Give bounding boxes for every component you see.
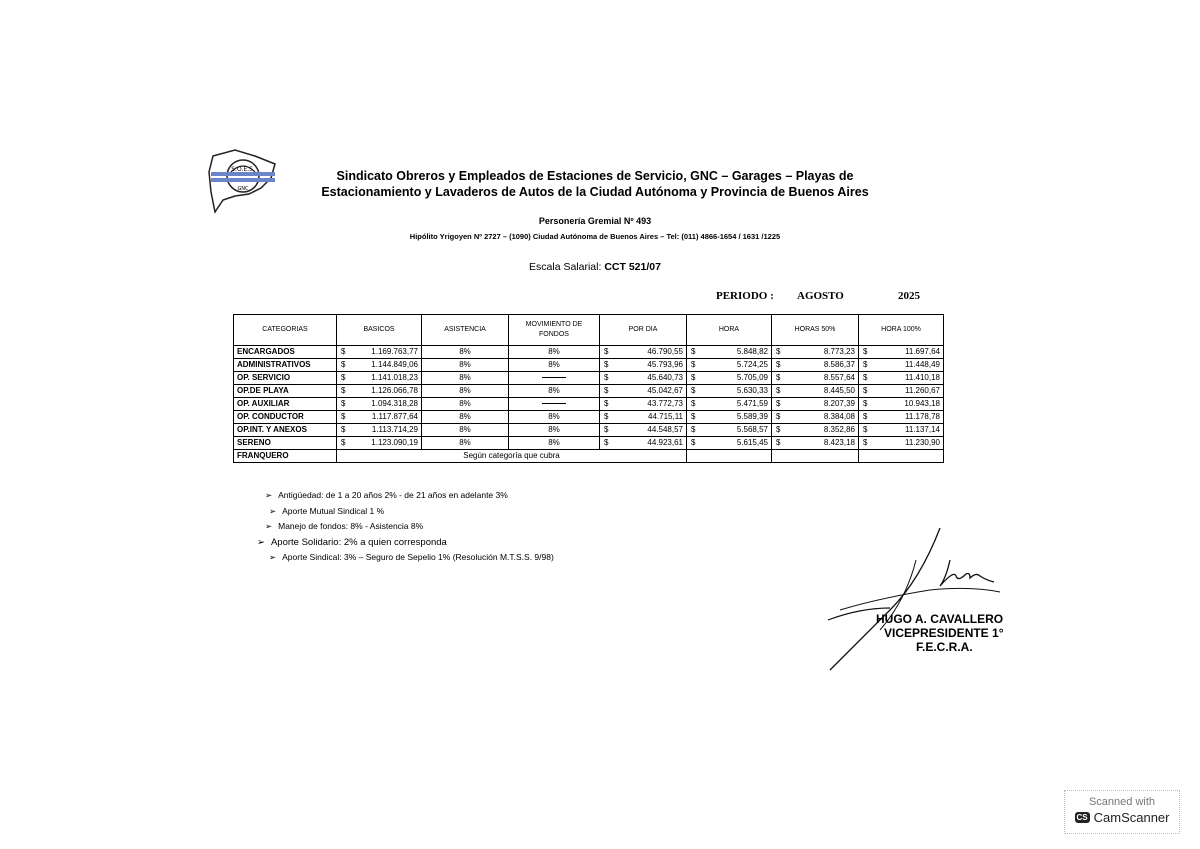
table-row	[234, 359, 944, 372]
horas-50-cell: $ 8.445,50	[772, 385, 859, 398]
hora-cell: $ 5.471,59	[687, 398, 772, 411]
por-dia-cell: $ 45.042,67	[600, 385, 687, 398]
asistencia-cell: 8%	[422, 424, 509, 437]
title-line-1: Sindicato Obreros y Empleados de Estaciones de Servicio, GNC – Garages – Playas de	[336, 169, 854, 183]
category-cell: OP. SERVICIO	[234, 372, 337, 385]
table-row	[234, 437, 944, 450]
asistencia-cell: 8%	[422, 372, 509, 385]
escala-value: CCT 521/07	[604, 261, 661, 273]
empty-cell	[859, 450, 944, 463]
hora-100-cell: $ 11.697,64	[859, 346, 944, 359]
horas-50-cell: $ 8.423,18	[772, 437, 859, 450]
table-row	[234, 346, 944, 359]
header-basicos: BASICOS	[337, 315, 422, 346]
title-line-2: Estacionamiento y Lavaderos de Autos de la Ciudad Autónoma y Provincia de Buenos Aires	[321, 185, 869, 199]
union-logo	[205, 142, 283, 214]
horas-50-cell: $ 8.773,23	[772, 346, 859, 359]
table-header-row	[234, 315, 944, 346]
por-dia-cell: $ 45.640,73	[600, 372, 687, 385]
header-horas-50: HORAS 50%	[772, 315, 859, 346]
table-row	[234, 424, 944, 437]
por-dia-cell: $ 44.715,11	[600, 411, 687, 424]
horas-50-cell: $ 8.352,86	[772, 424, 859, 437]
address-line: Hipólito Yrigoyen Nº 2727 – (1090) Ciudad Autónoma de Buenos Aires – Tel: (011) 4866-1654 / 1631 /1225	[409, 232, 781, 241]
salary-table	[233, 314, 944, 463]
hora-100-cell: $ 11.178,78	[859, 411, 944, 424]
category-cell: SERENO	[234, 437, 337, 450]
asistencia-cell: 8%	[422, 411, 509, 424]
basico-cell: $ 1.123.090,19	[337, 437, 422, 450]
category-cell: OP. AUXILIAR	[234, 398, 337, 411]
header-hora: HORA	[687, 315, 772, 346]
basico-cell: $ 1.141.018,23	[337, 372, 422, 385]
signature-scribble	[820, 520, 1020, 690]
asistencia-cell: 8%	[422, 346, 509, 359]
signer-name: HUGO A. CAVALLERO	[876, 612, 1004, 626]
asistencia-cell: 8%	[422, 385, 509, 398]
hora-cell: $ 5.848,82	[687, 346, 772, 359]
periodo-month: AGOSTO	[797, 290, 844, 302]
hora-cell: $ 5.724,25	[687, 359, 772, 372]
header-asistencia: ASISTENCIA	[422, 315, 509, 346]
hora-cell: $ 5.568,57	[687, 424, 772, 437]
note-item: ➢ Aporte Sindical: 3% – Seguro de Sepelio 1% (Resolución M.T.S.S. 9/98)	[269, 552, 554, 562]
basico-cell: $ 1.169.763,77	[337, 346, 422, 359]
fondos-cell: 8%	[509, 385, 600, 398]
table-body	[234, 346, 944, 463]
fondos-cell: 8%	[509, 424, 600, 437]
horas-50-cell: $ 8.384,08	[772, 411, 859, 424]
svg-text:S.O.E.S.: S.O.E.S.	[231, 166, 255, 173]
camscanner-watermark	[1064, 790, 1180, 834]
basico-cell: $ 1.126.066,78	[337, 385, 422, 398]
basico-cell: $ 1.113.714,29	[337, 424, 422, 437]
category-cell: OP. CONDUCTOR	[234, 411, 337, 424]
note-item: ➢ Aporte Solidario: 2% a quien corresponda	[257, 536, 447, 548]
periodo-label: PERIODO :	[716, 290, 774, 302]
table-row	[234, 398, 944, 411]
svg-text:GNC: GNC	[237, 186, 249, 192]
watermark-brand-name: CamScanner	[1093, 810, 1170, 825]
watermark-text: Scanned with	[1088, 796, 1156, 808]
header-movimiento-fondos: MOVIMIENTO DE FONDOS	[509, 315, 600, 346]
watermark-brand	[1065, 810, 1179, 825]
hora-100-cell: $ 10.943,18	[859, 398, 944, 411]
fondos-cell: 8%	[509, 437, 600, 450]
category-cell: ENCARGADOS	[234, 346, 337, 359]
asistencia-cell: 8%	[422, 437, 509, 450]
signer-role: VICEPRESIDENTE 1°	[884, 626, 1004, 640]
horas-50-cell: $ 8.557,64	[772, 372, 859, 385]
fondos-cell: 8%	[509, 346, 600, 359]
fondos-cell	[509, 398, 600, 411]
basico-cell: $ 1.144.849,06	[337, 359, 422, 372]
hora-cell: $ 5.589,39	[687, 411, 772, 424]
signer-org: F.E.C.R.A.	[916, 640, 973, 654]
note-item: ➢ Aporte Mutual Sindical 1 %	[269, 505, 385, 516]
notes-list	[257, 488, 554, 566]
category-cell: FRANQUERO	[234, 450, 337, 463]
hora-cell: $ 5.705,09	[687, 372, 772, 385]
fondos-cell	[509, 372, 600, 385]
note-item: ➢ Antigüedad: de 1 a 20 años 2% - de 21 años en adelante 3%	[265, 490, 508, 500]
asistencia-cell: 8%	[422, 398, 509, 411]
category-cell: OP.INT. Y ANEXOS	[234, 424, 337, 437]
hora-100-cell: $ 11.448,49	[859, 359, 944, 372]
empty-cell	[772, 450, 859, 463]
hora-cell: $ 5.630,33	[687, 385, 772, 398]
horas-50-cell: $ 8.207,39	[772, 398, 859, 411]
note-item: ➢ Manejo de fondos: 8% - Asistencia 8%	[265, 521, 424, 531]
fondos-cell: 8%	[509, 411, 600, 424]
basico-cell: $ 1.094.318,28	[337, 398, 422, 411]
asistencia-cell: 8%	[422, 359, 509, 372]
por-dia-cell: $ 44.923,61	[600, 437, 687, 450]
header-categorias: CATEGORIAS	[234, 315, 337, 346]
escala-salarial	[300, 261, 890, 273]
por-dia-cell: $ 44.548,57	[600, 424, 687, 437]
hora-100-cell: $ 11.137,14	[859, 424, 944, 437]
por-dia-cell: $ 46.790,55	[600, 346, 687, 359]
table-row-franquero	[234, 450, 944, 463]
horas-50-cell: $ 8.586,37	[772, 359, 859, 372]
camscanner-icon: CS	[1076, 813, 1088, 822]
table-row	[234, 372, 944, 385]
fondos-cell: 8%	[509, 359, 600, 372]
hora-100-cell: $ 11.260,67	[859, 385, 944, 398]
basico-cell: $ 1.117.877,64	[337, 411, 422, 424]
empty-cell	[687, 450, 772, 463]
category-cell: ADMINISTRATIVOS	[234, 359, 337, 372]
table-row	[234, 411, 944, 424]
category-cell: OP.DE PLAYA	[234, 385, 337, 398]
hora-100-cell: $ 11.230,90	[859, 437, 944, 450]
hora-100-cell: $ 11.410,18	[859, 372, 944, 385]
document-title	[300, 168, 890, 200]
table-row	[234, 385, 944, 398]
periodo-year: 2025	[898, 290, 920, 302]
franquero-note: Según categoría que cubra	[337, 450, 687, 463]
header-por-dia: POR DIA	[600, 315, 687, 346]
por-dia-cell: $ 43.772,73	[600, 398, 687, 411]
header-hora-100: HORA 100%	[859, 315, 944, 346]
personeria-gremial: Personería Gremial Nº 493	[538, 216, 652, 226]
hora-cell: $ 5.615,45	[687, 437, 772, 450]
escala-label: Escala Salarial:	[529, 261, 602, 273]
por-dia-cell: $ 45.793,96	[600, 359, 687, 372]
